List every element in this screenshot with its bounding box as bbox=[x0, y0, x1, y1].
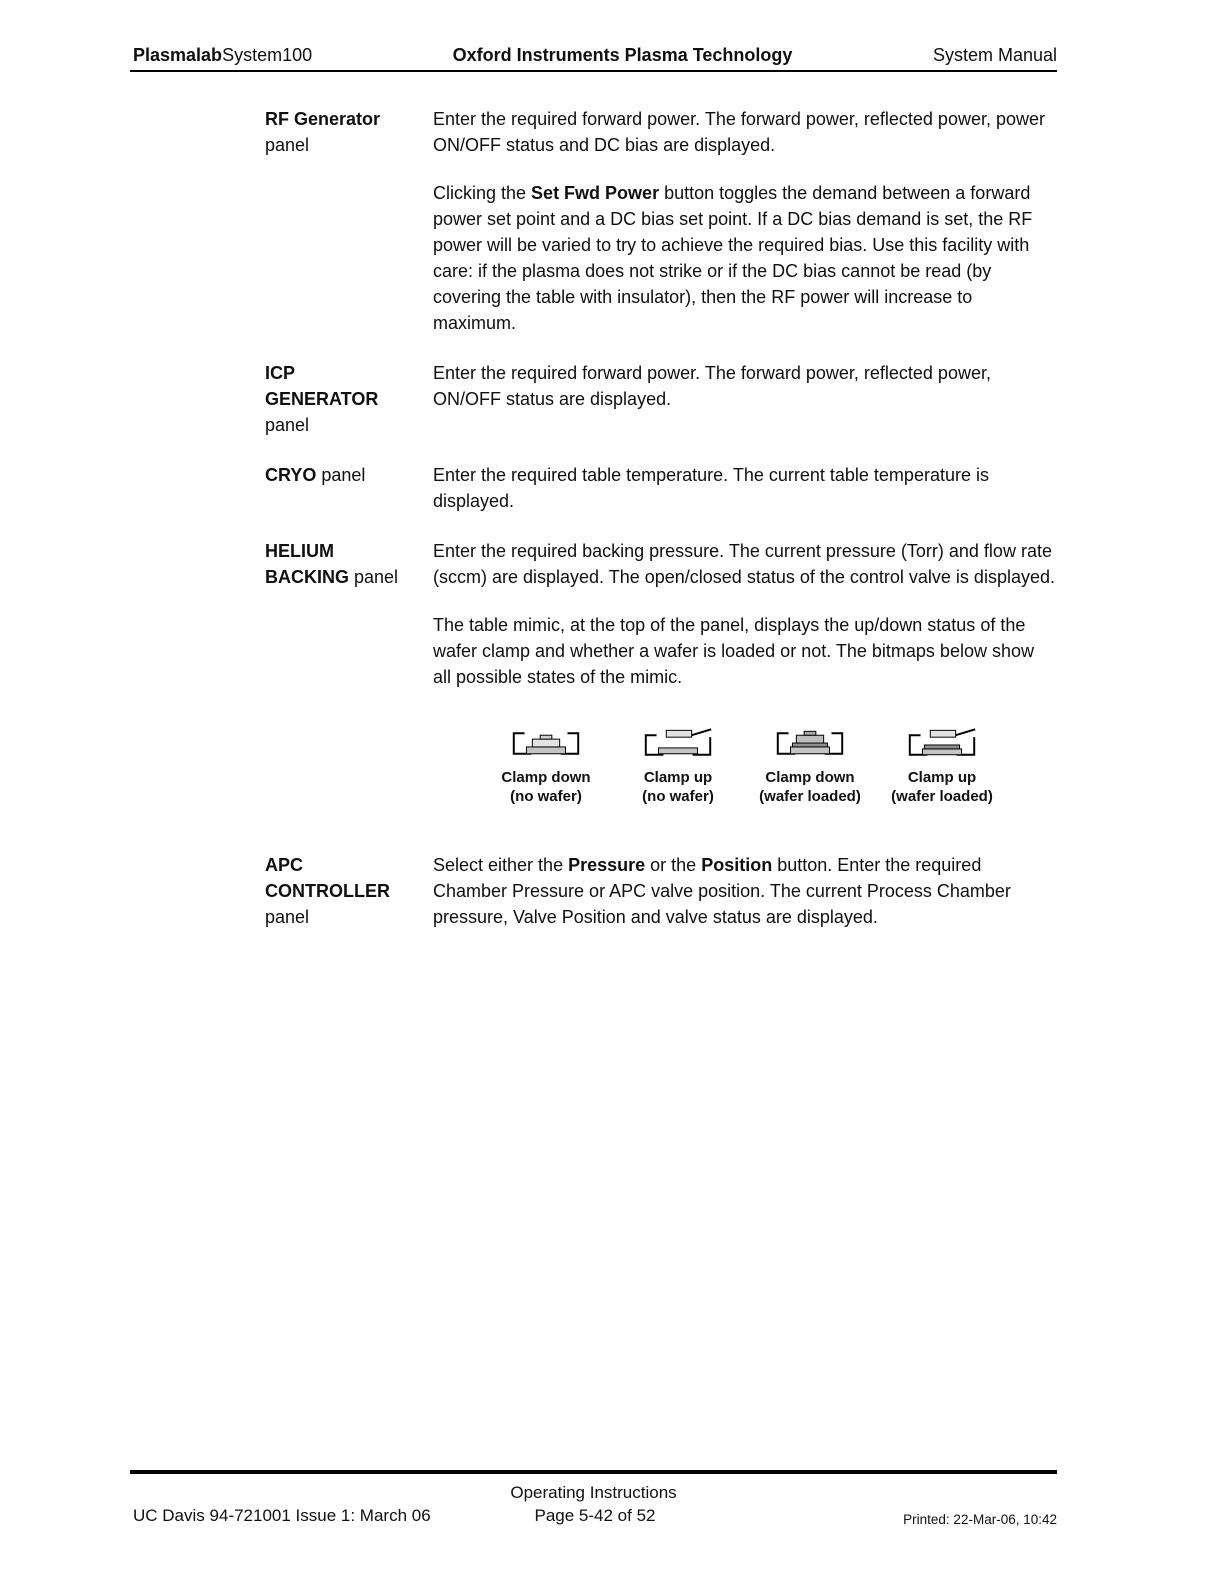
mimic-caption-line1: Clamp up bbox=[643, 769, 713, 786]
section-helium-backing bbox=[265, 538, 1055, 828]
label-title: GENERATOR bbox=[265, 389, 379, 409]
paragraph bbox=[433, 180, 1055, 336]
text-segment: Select either the bbox=[433, 855, 569, 875]
text-segment-bold: Pressure bbox=[568, 855, 646, 875]
mimic-clamp-down-no-wafer bbox=[487, 726, 605, 806]
label-title: CRYO bbox=[265, 465, 317, 485]
page-header bbox=[133, 44, 1057, 66]
mimic-caption bbox=[891, 768, 993, 806]
section-desc-icp-generator bbox=[433, 360, 1055, 438]
paragraph: The table mimic, at the top of the panel, displays the up/down status of the wafer clamp and whether a wafer is loaded or not. The bitmaps below show all possible states of the mimic. bbox=[433, 615, 1034, 687]
header-company-title: Oxford Instruments Plasma Technology bbox=[452, 45, 793, 65]
header-rule bbox=[130, 70, 1057, 72]
text-segment: or the bbox=[645, 855, 702, 875]
paragraph: Enter the required forward power. The forward power, reflected power, ON/OFF status are displayed. bbox=[433, 363, 991, 409]
mimic-bitmaps-row bbox=[433, 726, 1055, 806]
header-product-regular: System100 bbox=[222, 45, 313, 65]
section-desc-rf-generator bbox=[433, 106, 1055, 336]
label-subtitle: panel bbox=[321, 465, 366, 485]
section-label-rf-generator bbox=[265, 106, 433, 336]
footer-info-row bbox=[133, 1505, 1057, 1529]
section-icp-generator bbox=[265, 360, 1055, 438]
mimic-caption-line2: (no wafer) bbox=[510, 788, 582, 805]
label-title: APC bbox=[265, 855, 304, 875]
mimic-clamp-up-no-wafer bbox=[619, 726, 737, 806]
clamp-up-no-wafer-icon bbox=[637, 726, 719, 762]
text-segment-bold: Position bbox=[701, 855, 773, 875]
footer-section-title: Operating Instructions bbox=[510, 1483, 677, 1502]
text-segment: button. Enter the required Chamber Pressure or APC valve position. The current Process Chamber pressure, Valve Position and valve status are displayed. bbox=[433, 855, 1011, 927]
footer-printed-timestamp: Printed: 22-Mar-06, 10:42 bbox=[903, 1512, 1057, 1527]
section-label-cryo bbox=[265, 462, 433, 514]
paragraph: Enter the required forward power. The forward power, reflected power, power ON/OFF status and DC bias are displayed. bbox=[433, 109, 1045, 155]
clamp-down-no-wafer-icon bbox=[505, 726, 587, 762]
text-segment: button toggles the demand between a forward power set point and a DC bias set point. If a DC bias demand is set, the RF power will be varied to try to achieve the required bias. Use this facility with care: if the plasma does not strike or if the DC bias cannot be read (by covering the table with insulator), then the RF power will increase to maximum. bbox=[433, 183, 1033, 333]
label-subtitle: panel bbox=[265, 907, 310, 927]
mimic-caption-line2: (wafer loaded) bbox=[891, 788, 993, 805]
label-title: HELIUM bbox=[265, 541, 334, 561]
mimic-caption bbox=[501, 768, 590, 806]
label-title: ICP bbox=[265, 363, 296, 383]
section-apc-controller bbox=[265, 852, 1055, 930]
footer-doc-ref: UC Davis 94-721001 Issue 1: March 06 bbox=[133, 1506, 431, 1525]
mimic-caption bbox=[642, 768, 714, 806]
label-subtitle: panel bbox=[265, 415, 310, 435]
label-subtitle: panel bbox=[265, 135, 310, 155]
mimic-caption-line2: (no wafer) bbox=[642, 788, 714, 805]
section-label-helium-backing bbox=[265, 538, 433, 828]
mimic-caption-line1: Clamp down bbox=[501, 769, 591, 786]
section-rf-generator bbox=[265, 106, 1055, 336]
page-content bbox=[265, 106, 1055, 954]
section-label-icp-generator bbox=[265, 360, 433, 438]
text-segment: Clicking the bbox=[433, 183, 532, 203]
clamp-up-wafer-loaded-icon bbox=[901, 726, 983, 762]
header-manual-title: System Manual bbox=[932, 45, 1057, 65]
label-subtitle: panel bbox=[354, 567, 399, 587]
footer-page-info: Page 5-42 of 52 bbox=[534, 1506, 656, 1525]
label-title: BACKING bbox=[265, 567, 349, 587]
section-label-apc-controller bbox=[265, 852, 433, 930]
section-cryo bbox=[265, 462, 1055, 514]
mimic-clamp-up-wafer-loaded bbox=[883, 726, 1001, 806]
mimic-caption-line1: Clamp down bbox=[765, 769, 855, 786]
mimic-caption-line1: Clamp up bbox=[907, 769, 977, 786]
section-desc-helium-backing bbox=[433, 538, 1055, 828]
section-desc-apc-controller bbox=[433, 852, 1055, 930]
label-title: CONTROLLER bbox=[265, 881, 390, 901]
mimic-clamp-down-wafer-loaded bbox=[751, 726, 869, 806]
paragraph: Enter the required backing pressure. The current pressure (Torr) and flow rate (sccm) are displayed. The open/closed status of the control valve is displayed. bbox=[433, 541, 1055, 587]
header-product-bold: Plasmalab bbox=[133, 45, 223, 65]
clamp-down-wafer-loaded-icon bbox=[769, 726, 851, 762]
mimic-caption-line2: (wafer loaded) bbox=[759, 788, 861, 805]
label-title: RF Generator bbox=[265, 109, 381, 129]
text-segment-bold: Set Fwd Power bbox=[531, 183, 660, 203]
paragraph bbox=[433, 852, 1055, 930]
section-desc-cryo bbox=[433, 462, 1055, 514]
paragraph: Enter the required table temperature. The current table temperature is displayed. bbox=[433, 465, 989, 511]
mimic-caption bbox=[759, 768, 861, 806]
footer-rule bbox=[130, 1470, 1057, 1474]
header-product-name bbox=[133, 44, 312, 66]
